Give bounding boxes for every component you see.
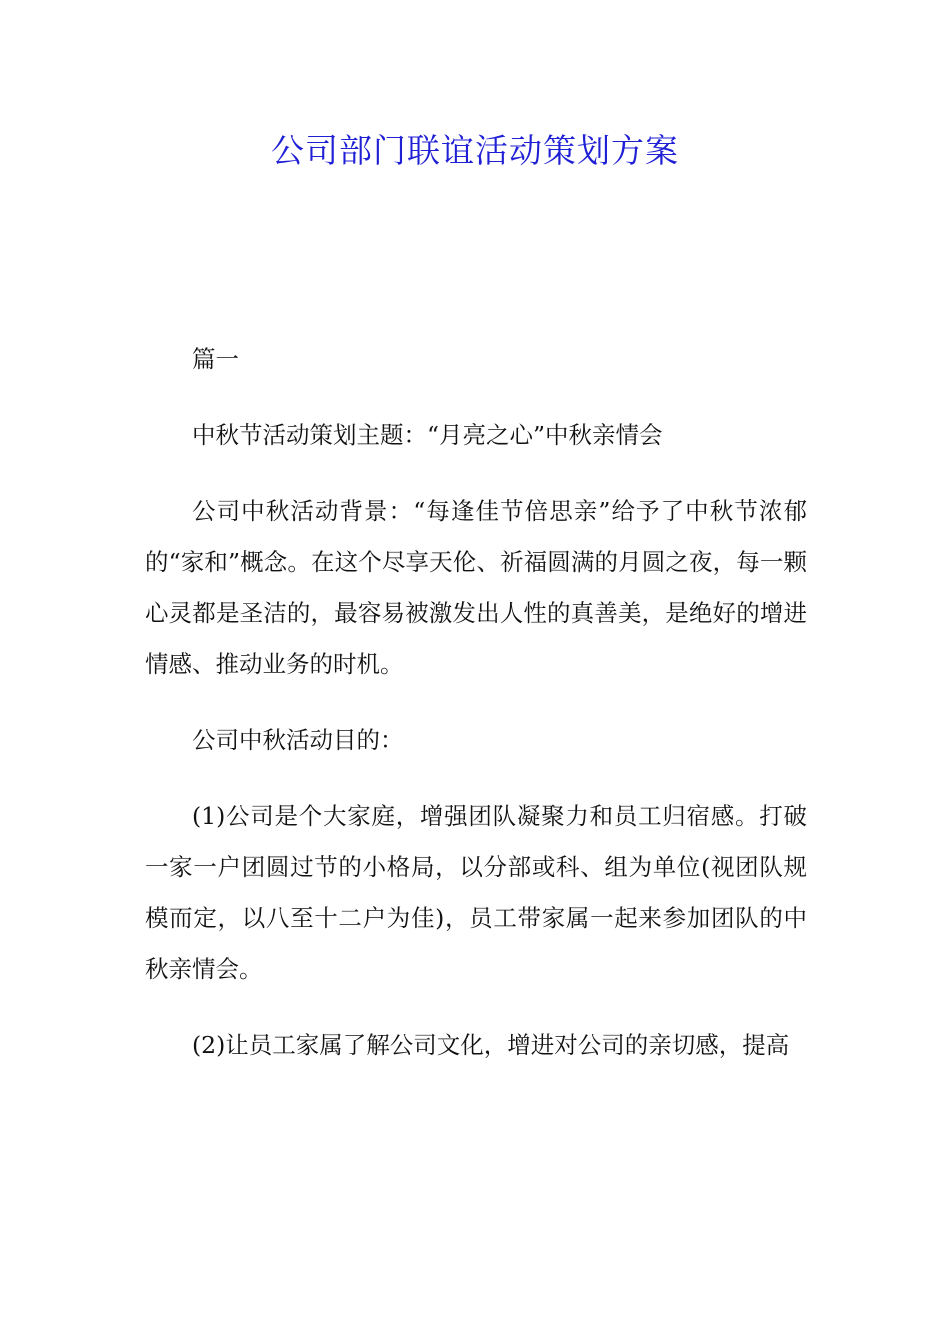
paragraph-background: 公司中秋活动背景：“每逢佳节倍思亲”给予了中秋节浓郁的“家和”概念。在这个尽享天伦、祈福圆满的月圆之夜，每一颗心灵都是圣洁的，最容易被激发出人性的真善美，是绝好的增进情感、推动业务的时机。 — [145, 497, 807, 678]
paragraph-purpose-2: (2)让员工家属了解公司文化，增进对公司的亲切感，提高 — [192, 1031, 790, 1059]
document-title: 公司部门联谊活动策划方案 — [271, 131, 679, 170]
paragraph-purpose-1: (1)公司是个大家庭，增强团队凝聚力和员工归宿感。打破一家一户团圆过节的小格局，以分部或科、组为单位(视团队规模而定，以八至十二户为佳)，员工带家属一起来参加团队的中秋亲情会。 — [145, 802, 807, 983]
document-body — [145, 334, 807, 1096]
paragraph-theme: 中秋节活动策划主题：“月亮之心”中秋亲情会 — [192, 421, 663, 449]
paragraph-purpose-heading: 公司中秋活动目的： — [192, 726, 404, 754]
paragraph-section-heading: 篇一 — [192, 345, 239, 373]
